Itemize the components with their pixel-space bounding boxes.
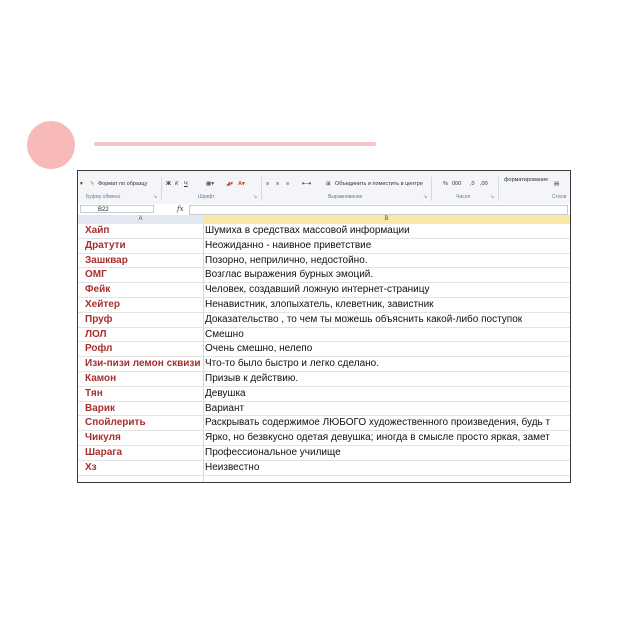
term-cell[interactable]: Чикуля bbox=[85, 432, 121, 444]
definition-cell[interactable]: Неизвестно bbox=[205, 461, 260, 473]
term-cell[interactable]: Зашквар bbox=[85, 254, 128, 266]
fill-color-icon[interactable]: ◢▾ bbox=[226, 181, 233, 187]
definition-cell[interactable]: Доказательство , то чем ты можешь объяснить какой-либо поступок bbox=[205, 313, 523, 325]
term-cell[interactable]: Рофл bbox=[85, 343, 113, 355]
definition-cell[interactable]: Вариант bbox=[205, 402, 245, 414]
group-label-styles: Стили bbox=[552, 194, 567, 200]
borders-icon[interactable]: ▦▾ bbox=[206, 181, 214, 187]
table-row bbox=[78, 416, 570, 431]
italic-button[interactable]: К bbox=[175, 181, 179, 187]
group-launcher-icon[interactable]: ↘ bbox=[423, 194, 428, 200]
term-cell[interactable]: Дратути bbox=[85, 239, 126, 251]
merge-center-button[interactable]: Объединить и поместить в центре bbox=[335, 181, 423, 187]
definition-cell[interactable]: Шумиха в средствах массовой информации bbox=[205, 225, 410, 236]
name-box[interactable]: B22 bbox=[80, 205, 154, 213]
definition-cell[interactable]: Что-то было быстро и легко сделано. bbox=[205, 358, 379, 370]
term-cell[interactable]: Шарага bbox=[85, 446, 123, 458]
definition-cell[interactable]: Раскрывать содержимое ЛЮБОГО художественного произведения, будь т bbox=[205, 417, 551, 429]
table-row bbox=[78, 342, 570, 357]
definition-cell[interactable]: Профессиональное училище bbox=[205, 446, 341, 458]
definition-cell[interactable]: Девушка bbox=[205, 387, 246, 399]
term-cell[interactable]: Хайп bbox=[85, 225, 110, 236]
definition-cell[interactable]: Смешно bbox=[205, 328, 244, 340]
align-right-icon[interactable]: ≡ bbox=[286, 181, 290, 187]
formula-input[interactable] bbox=[189, 205, 568, 215]
format-table-icon[interactable]: ▤ bbox=[554, 181, 560, 187]
conditional-format-button[interactable]: форматирование bbox=[504, 177, 549, 183]
table-row bbox=[78, 313, 570, 328]
definition-cell[interactable]: Неожиданно - наивное приветствие bbox=[205, 239, 372, 251]
group-launcher-icon[interactable]: ↘ bbox=[253, 194, 258, 200]
format-painter-button[interactable]: Формат по образцу bbox=[98, 181, 148, 187]
percent-button[interactable]: % bbox=[443, 181, 448, 187]
term-cell[interactable]: ЛОЛ bbox=[85, 328, 107, 340]
table-row bbox=[78, 254, 570, 269]
table-row bbox=[78, 431, 570, 446]
definition-cell[interactable]: Позорно, неприлично, недостойно. bbox=[205, 254, 368, 266]
bold-button[interactable]: Ж bbox=[166, 181, 171, 187]
table-row bbox=[78, 446, 570, 461]
term-cell[interactable]: Изи-пизи лемон сквизи bbox=[85, 358, 201, 370]
table-row bbox=[78, 298, 570, 313]
group-label-clipboard: Буфер обмена bbox=[86, 194, 120, 200]
format-painter-icon[interactable]: ✎ bbox=[90, 181, 95, 187]
paste-arrow-icon[interactable]: ▾ bbox=[80, 181, 83, 187]
column-headers bbox=[78, 215, 570, 224]
align-center-icon[interactable]: ≡ bbox=[276, 181, 280, 187]
definition-cell[interactable]: Призыв к действию. bbox=[205, 372, 299, 384]
ribbon-controls bbox=[78, 179, 570, 191]
term-cell[interactable]: Камон bbox=[85, 372, 117, 384]
thousands-icon[interactable]: 000 bbox=[452, 181, 462, 187]
table-row bbox=[78, 461, 570, 476]
decorative-line bbox=[94, 142, 376, 146]
definition-cell[interactable]: Ненавистник, злопыхатель, клеветник, завистник bbox=[205, 298, 434, 310]
table-row bbox=[78, 387, 570, 402]
group-launcher-icon[interactable]: ↘ bbox=[490, 194, 495, 200]
term-cell[interactable]: Фейк bbox=[85, 284, 111, 296]
definition-cell[interactable]: Возглас выражения бурных эмоций. bbox=[205, 269, 374, 281]
underline-button[interactable]: Ч bbox=[184, 181, 188, 187]
column-header-a[interactable]: A bbox=[78, 215, 204, 224]
term-cell[interactable]: Варик bbox=[85, 402, 116, 414]
term-cell[interactable]: Тян bbox=[85, 387, 103, 399]
table-row bbox=[78, 283, 570, 298]
decorative-circle bbox=[27, 121, 75, 169]
term-cell[interactable]: Спойлерить bbox=[85, 417, 146, 429]
ribbon-group-labels bbox=[78, 193, 570, 203]
table-row bbox=[78, 268, 570, 283]
decimal-decrease-icon[interactable]: ,00 bbox=[480, 181, 488, 187]
font-color-icon[interactable]: A▾ bbox=[238, 181, 245, 187]
spreadsheet-screenshot bbox=[77, 170, 571, 483]
group-launcher-icon[interactable]: ↘ bbox=[153, 194, 158, 200]
table-row bbox=[78, 328, 570, 343]
indent-icon[interactable]: ⇤⇥ bbox=[302, 181, 312, 187]
fx-icon[interactable]: fx bbox=[177, 205, 184, 213]
term-cell[interactable]: Хз bbox=[85, 461, 97, 473]
group-label-font: Шрифт bbox=[198, 194, 215, 200]
table-row bbox=[78, 357, 570, 372]
merge-icon[interactable]: ⊞ bbox=[326, 181, 331, 187]
table-row bbox=[78, 239, 570, 254]
term-cell[interactable]: Хейтер bbox=[85, 298, 120, 310]
table-row bbox=[78, 402, 570, 417]
column-header-b[interactable]: B bbox=[203, 215, 570, 224]
definition-cell[interactable]: Очень смешно, нелепо bbox=[205, 343, 313, 355]
table-row bbox=[78, 224, 570, 239]
table-row bbox=[78, 372, 570, 387]
definition-cell[interactable]: Человек, создавший ложную интернет-страницу bbox=[205, 284, 430, 296]
sheet-grid bbox=[78, 224, 570, 476]
group-label-alignment: Выравнивание bbox=[328, 194, 363, 200]
decimal-increase-icon[interactable]: ,0 bbox=[470, 181, 475, 187]
definition-cell[interactable]: Ярко, но безвкусно одетая девушка; иногда в смысле просто яркая, замет bbox=[205, 432, 550, 444]
ribbon bbox=[78, 171, 570, 205]
term-cell[interactable]: ОМГ bbox=[85, 269, 107, 281]
term-cell[interactable]: Пруф bbox=[85, 313, 113, 325]
group-label-number: Число bbox=[456, 194, 471, 200]
align-left-icon[interactable]: ≡ bbox=[266, 181, 270, 187]
